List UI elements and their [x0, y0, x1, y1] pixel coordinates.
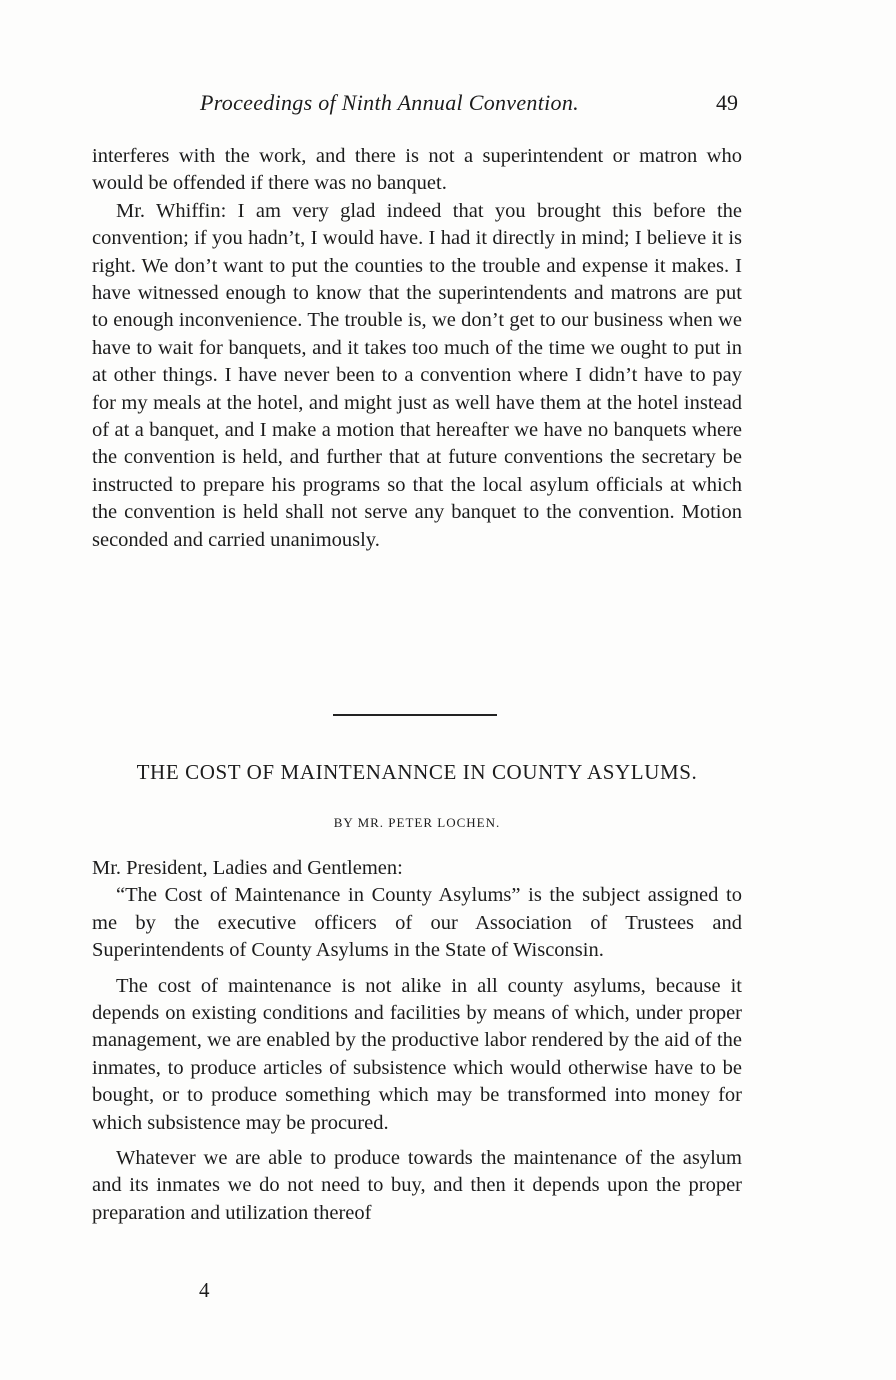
article-paragraph: Whatever we are able to produce towards the maintenance of the asylum and its inmates we do not need to buy, and then it depends upon the proper preparation and utilization thereof: [92, 1147, 742, 1224]
discussion-paragraph: Mr. Whiffin: I am very glad indeed that you brought this before the convention; if you hadn’t, I would have. I had it directly in mind; I believe it is right. We don’t want to put the counties to the trouble and expense it makes. I have witnessed enough to know that the superintendents and matrons are put to enough inconvenience. The trouble is, we don’t get to our business when we have to wait for banquets, and it takes too much of the time we ought to put in at other things. I have never been to a convention where I didn’t have to pay for my meals at the hotel, and might just as well have them at the hotel instead of at a banquet, and I make a motion that hereafter we have no banquets where the convention is held, and further that at future conventions the secretary be instructed to prepare his programs so that the local asylum officials at which the convention is held shall not serve any banquet to the convention. Motion seconded and carried unanimously.: [92, 199, 742, 551]
discussion-section: [92, 143, 742, 554]
article-salutation: Mr. President, Ladies and Gentlemen:: [92, 857, 403, 879]
article-title: THE COST OF MAINTENANNCE IN COUNTY ASYLUMS.: [136, 760, 698, 784]
signature-mark: 4: [199, 1278, 210, 1302]
page-number: 49: [716, 90, 738, 115]
article-paragraph: “The Cost of Maintenance in County Asylums” is the subject assigned to me by the executive officers of our Association of Trustees and Superintendents of County Asylums in the State of Wisconsin.: [92, 884, 742, 962]
article-paragraph: The cost of maintenance is not alike in all county asylums, because it depends on existing conditions and facilities by means of which, under proper management, we are enabled by the productive labor rendered by the aid of the inmates, to produce articles of subsistence which would otherwise have to be bought, or to produce something which may be transformed into money for which subsistence may be procured.: [92, 974, 742, 1134]
discussion-paragraph: interferes with the work, and there is not a superintendent or matron who would be offended if there was no banquet.: [92, 145, 742, 195]
article-byline: BY MR. PETER LOCHEN.: [333, 815, 501, 830]
article-body: [92, 855, 742, 1227]
running-head: Proceedings of Ninth Annual Convention.: [200, 90, 579, 115]
section-divider: [333, 714, 497, 716]
